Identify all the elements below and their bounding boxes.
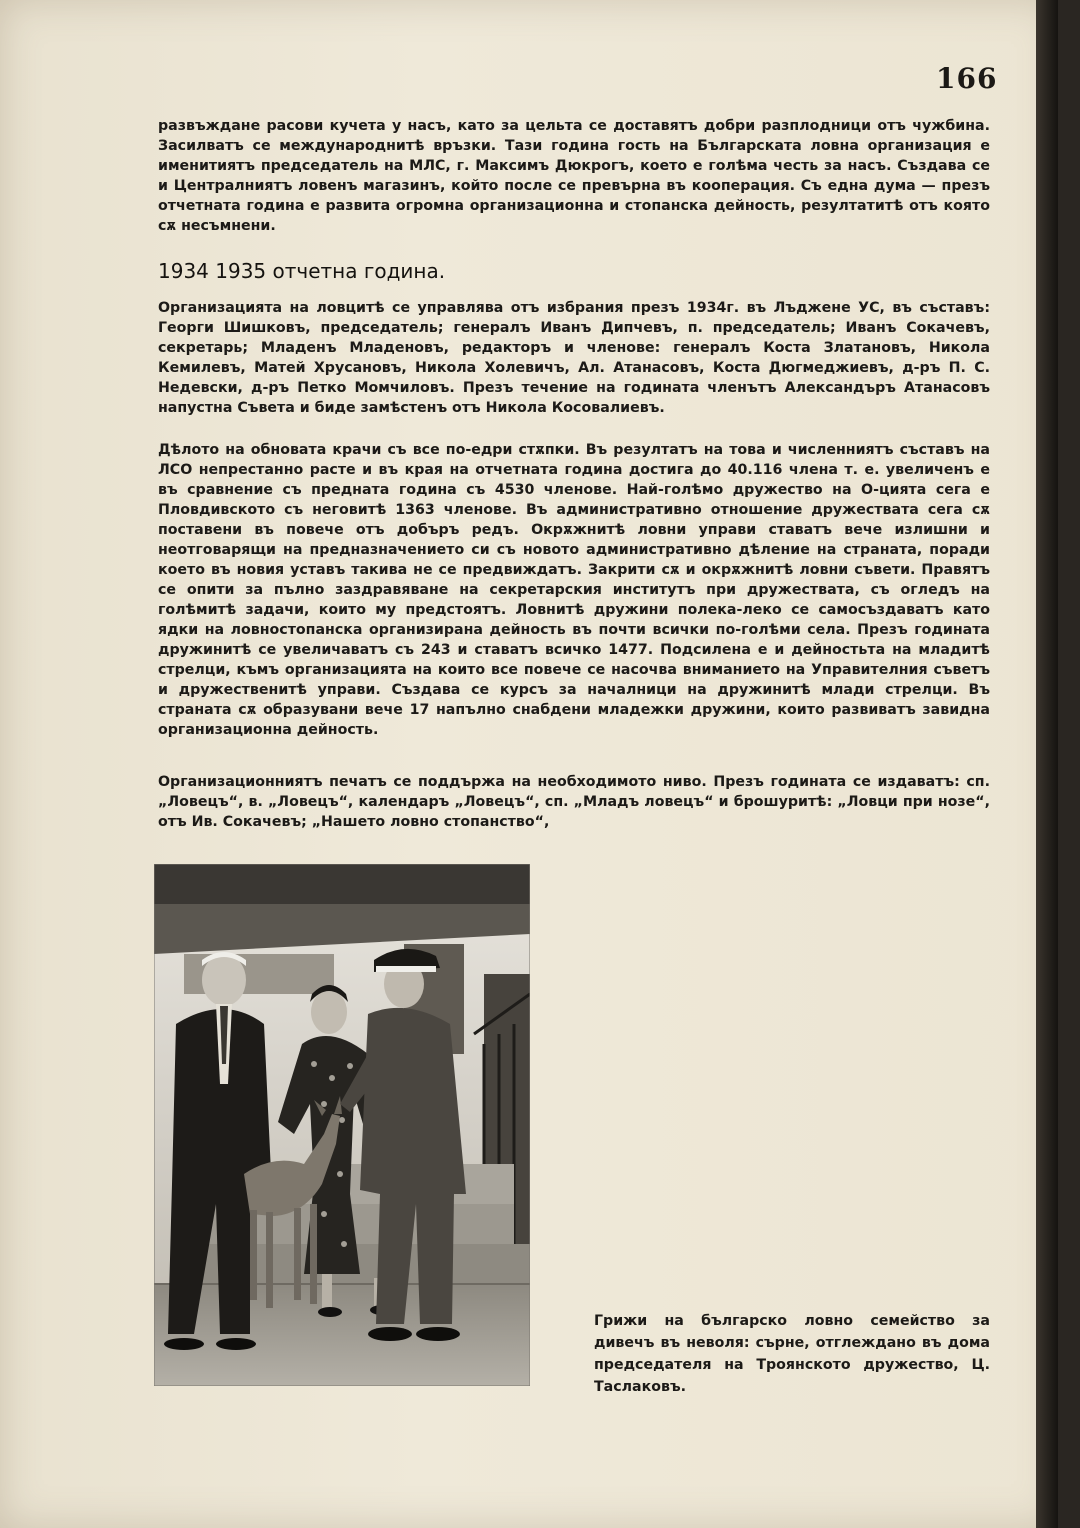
photo-caption: Грижи на българско ловно семейство за дивечъ въ неволя: сърне, отглеждано въ дома председателя на Троянското дружество, Ц. Таслаковъ. [594,1313,990,1395]
book-gutter [1036,0,1058,1528]
page-number: 166 [936,62,998,95]
photo-illustration [154,864,530,1386]
paragraph-intro: развъждане расови кучета у насъ, като за цельта се доставятъ добри разплодници отъ чужбина. Засилватъ се международнитѣ връзки. Тази година гость на Българската ловна организация е именитиятъ председатель на МЛС, г. Максимъ Дюкрогъ, което е голѣма честь за насъ. Създава се и Централниятъ ловенъ магазинъ, който после се превърна въ кооперация. Съ една дума — презъ отчетната година е развита огромна организационна и стопанска дейность, резултатитѣ отъ която сѫ несъмнени. [158,118,990,234]
section-heading: 1934 1935 отчетна година. [158,259,446,283]
paragraph-board: Организацията на ловцитѣ се управлява отъ избрания презъ 1934г. въ Лъджене УС, въ съставъ: Георги Шишковъ, председатель; генералъ Иванъ Дипчевъ, п. председатель; Иванъ Сокачевъ, секретарь; Младенъ Младеновъ, редакторъ и членове: генералъ Коста Златановъ, Никола Кемилевъ, Матей Хрусановъ, Никола Холевичъ, Ал. Атанасовъ, Коста Дюгмеджиевъ, д-ръ П. С. Недевски, д-ръ Петко Момчиловъ. Презъ течение на годината членътъ Александъръ Атанасовъ напустна Съвета и биде замѣстенъ отъ Никола Косовалиевъ. [158,300,990,416]
photo-family-with-deer [154,864,530,1386]
paragraph-growth: Дѣлото на обновата крачи съ все по-едри стѫпки. Въ резултатъ на това и численниятъ съставъ на ЛСО непрестанно расте и въ края на отчетната година достига до 40.116 члена т. е. увеличенъ е въ сравнение съ предната година съ 4530 членове. Най-голѣмо дружество на О-цията сега е Пловдивското съ неговитѣ 1363 членове. Въ административно отношение дружествата сега сѫ поставени въ повече отъ добъръ редъ. Окрѫжнитѣ ловни управи ставатъ вече излишни и неотговарящи на предназначението си съ новото административно дѣление на страната, поради което въ новия уставъ такива не се предвиждатъ. Закрити сѫ и окрѫжнитѣ ловни съвети. Правятъ се опити за пълно заздравяване на секретарския институтъ при дружествата, съ огледъ на голѣмитѣ задачи, които му предстоятъ. Ловнитѣ дружини полека-леко се самосъздаватъ като ядки на ловностопанска организирана дейность въ почти всички по-голѣми села. Презъ годината дружинитѣ се увеличаватъ съ 243 и ставатъ всичко 1477. Подсилена е и дейностьта на младитѣ стрелци, къмъ организацията на които все повече се насочва вниманието на Управителния съветъ и дружественитѣ управи. Създава се курсъ за началници на дружинитѣ млади стрелци. Въ страната сѫ образувани вече 17 напълно снабдени младежки дружини, които развиватъ завидна организационна дейность. [158,442,990,738]
paragraph-press: Организационниятъ печатъ се поддържа на необходимото ниво. Презъ годината се издаватъ: сп. „Ловецъ“, в. „Ловецъ“, календаръ „Ловецъ“, сп. „Младъ ловецъ“ и брошуритѣ: „Ловци при нозе“, отъ Ив. Сокачевъ; „Нашето ловно стопанство“, [158,774,990,830]
